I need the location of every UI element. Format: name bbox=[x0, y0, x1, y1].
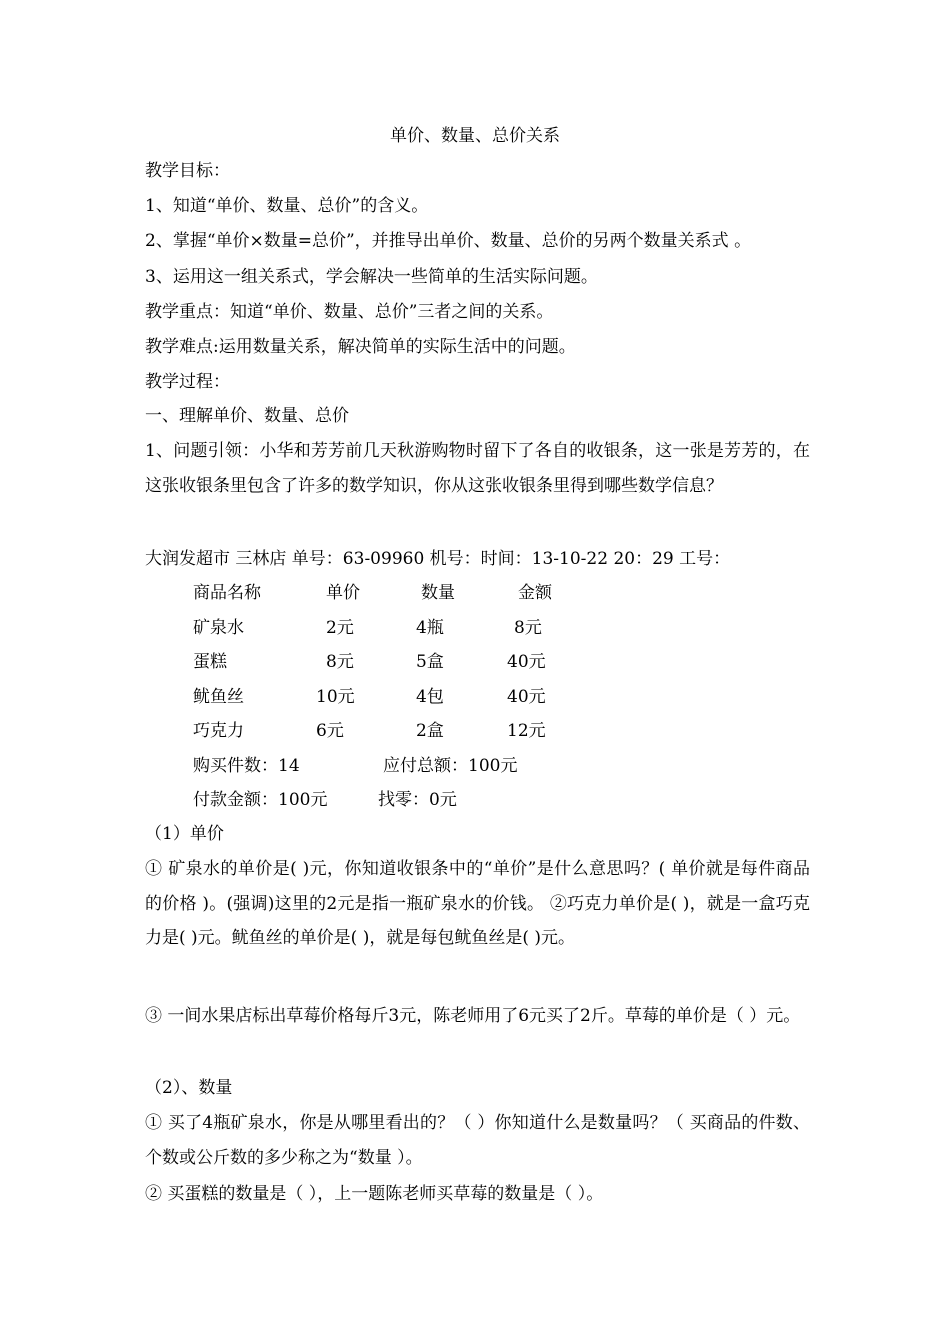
receipt-cell: 6元 bbox=[316, 721, 344, 741]
receipt-cell: 40元 bbox=[507, 687, 546, 707]
objective-3: 3、运用这一组关系式，学会解决一些简单的生活实际问题。 bbox=[145, 267, 598, 287]
receipt-cell: 矿泉水 bbox=[193, 618, 244, 638]
receipt-item-count: 购买件数：14 bbox=[193, 756, 300, 776]
receipt-column-header: 单价 bbox=[326, 583, 360, 603]
receipt-column-header: 商品名称 bbox=[193, 583, 261, 603]
question-intro: 1、问题引领：小华和芳芳前几天秋游购物时留下了各自的收银条，这一张是芳芳的，在这张收银条里包含了许多的数学知识，你从这张收银条里得到哪些数学信息？ bbox=[145, 441, 810, 496]
subsection-unit-price: （1）单价 bbox=[145, 824, 224, 844]
strawberry-paragraph: ③ 一间水果店标出草莓价格每斤3元，陈老师用了6元买了2斤。草莓的单价是（ ）元。 bbox=[145, 1006, 801, 1026]
objective-1: 1、知道“单价、数量、总价”的含义。 bbox=[145, 196, 429, 216]
key-point: 教学重点：知道“单价、数量、总价”三者之间的关系。 bbox=[145, 302, 554, 322]
receipt-cell: 5盒 bbox=[416, 652, 444, 672]
objective-2: 2、掌握“单价×数量=总价”，并推导出单价、数量、总价的另两个数量关系式 。 bbox=[145, 231, 752, 251]
receipt-cell: 4包 bbox=[416, 687, 444, 707]
quantity-paragraph: ① 买了4瓶矿泉水，你是从哪里看出的？（ ）你知道什么是数量吗？（ 买商品的件数、个数或公斤数的多少称之为“数量 ）。 bbox=[145, 1113, 810, 1168]
receipt-column-header: 数量 bbox=[421, 583, 455, 603]
receipt-cell: 蛋糕 bbox=[193, 652, 227, 672]
receipt-cell: 2盒 bbox=[416, 721, 444, 741]
receipt-cell: 8元 bbox=[326, 652, 354, 672]
receipt-change: 找零：0元 bbox=[378, 790, 457, 810]
page-title: 单价、数量、总价关系 bbox=[390, 126, 560, 146]
receipt-cell: 12元 bbox=[507, 721, 546, 741]
subsection-quantity: （2）、数量 bbox=[145, 1078, 233, 1098]
receipt-cell: 40元 bbox=[507, 652, 546, 672]
receipt-cell: 8元 bbox=[514, 618, 542, 638]
process-heading: 教学过程： bbox=[145, 372, 230, 392]
receipt-cell: 4瓶 bbox=[416, 618, 444, 638]
receipt-total-due: 应付总额：100元 bbox=[383, 756, 518, 776]
receipt-column-header: 金额 bbox=[518, 583, 552, 603]
section-1-heading: 一、理解单价、数量、总价 bbox=[145, 406, 349, 426]
receipt-cell: 鱿鱼丝 bbox=[193, 687, 244, 707]
receipt-header: 大润发超市 三林店 单号：63-09960 机号：时间：13-10-22 20：29 工号： bbox=[145, 549, 731, 569]
receipt-cell: 2元 bbox=[326, 618, 354, 638]
receipt-cell: 10元 bbox=[316, 687, 355, 707]
receipt-cell: 巧克力 bbox=[193, 721, 244, 741]
difficult-point: 教学难点:运用数量关系，解决简单的实际生活中的问题。 bbox=[145, 337, 576, 357]
receipt-paid: 付款金额：100元 bbox=[193, 790, 328, 810]
unit-price-paragraph: ① 矿泉水的单价是( )元，你知道收银条中的“单价”是什么意思吗？( 单价就是每件商品的价格 )。(强调)这里的2元是指一瓶矿泉水的价钱。 ②巧克力单价是( )，就是一盒巧克力是( )元。鱿鱼丝的单价是( )，就是每包鱿鱼丝是( )元。 bbox=[145, 859, 810, 948]
objectives-heading: 教学目标： bbox=[145, 161, 230, 181]
quantity-question: ② 买蛋糕的数量是（ ），上一题陈老师买草莓的数量是（ ）。 bbox=[145, 1184, 604, 1204]
